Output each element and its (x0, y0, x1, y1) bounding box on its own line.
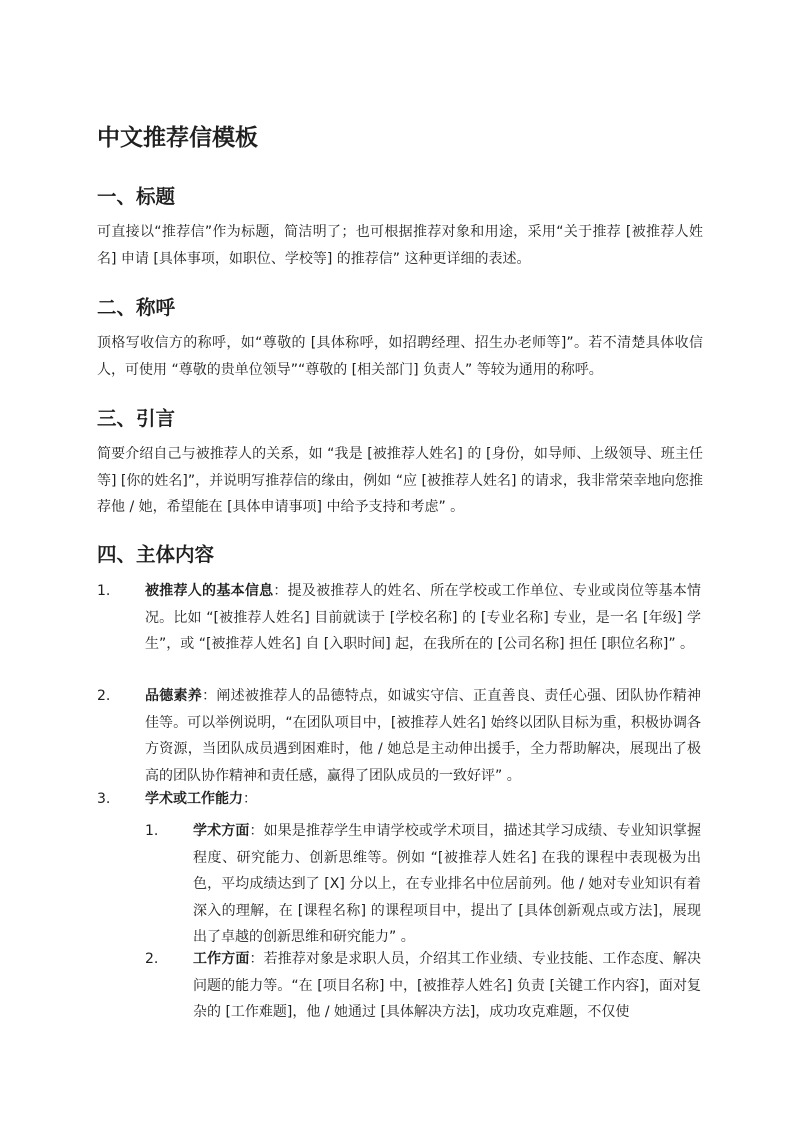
section-heading-title: 一、标题 (97, 185, 176, 208)
list-item-text: ：阐述被推荐人的品德特点，如诚实守信、正直善良、责任心强、团队协作精神佳等。可以举例说明，“在团队项目中，[被推荐人姓名] 始终以团队目标为重，积极协调各方资源，当团队成员遇到困难时，他 / 她总是主动伸出援手，全力帮助解决，展现出了极高的团队协作精神和责任感，赢得了团队成员的一致好评” 。 (145, 688, 702, 784)
section-heading-introduction: 三、引言 (97, 407, 176, 430)
list-item-body (145, 786, 701, 813)
list-item-number: 2. (97, 688, 111, 704)
sub-list-item-term: 学术方面 (193, 823, 250, 839)
list-item-body (145, 578, 701, 658)
list-item-body (145, 683, 701, 789)
section-heading-salutation: 二、称呼 (97, 296, 176, 319)
list-item-term: 学术或工作能力 (145, 791, 243, 807)
list-item-text: ：提及被推荐人的姓名、所在学校或工作单位、专业或岗位等基本情况。比如 “[被推荐人姓名] 目前就读于 [学校名称] 的 [专业名称] 专业，是一名 [年级] 学生”，或 “[被推荐人姓名] 自 [入职时间] 起，在我所在的 [公司名称] 担任 [职位名称]” 。 (145, 583, 702, 652)
sub-list-item-number: 2. (145, 951, 159, 967)
sub-list-item-text: ：若推荐对象是求职人员，介绍其工作业绩、专业技能、工作态度、解决问题的能力等。“在 [项目名称] 中，[被推荐人姓名] 负责 [关键工作内容]，面对复杂的 [工作难题]，他 / 她通过 [具体解决方法]，成功攻克难题，不仅使 (193, 951, 702, 1020)
section-paragraph-salutation: 顶格写收信方的称呼，如“尊敬的 [具体称呼，如招聘经理、招生办老师等]”。若不清楚具体收信人，可使用 “尊敬的贵单位领导”“尊敬的 [相关部门] 负责人” 等较为通用的称呼。 (97, 335, 703, 378)
sub-list-item-term: 工作方面 (193, 951, 250, 967)
list-item-text: ： (243, 791, 257, 807)
list-item-term: 被推荐人的基本信息 (145, 583, 274, 599)
list-item-term: 品德素养 (145, 688, 203, 704)
section-paragraph-introduction: 简要介绍自己与被推荐人的关系，如 “我是 [被推荐人姓名] 的 [身份，如导师、上级领导、班主任等] [你的姓名]”，并说明写推荐信的缘由，例如 “应 [被推荐人姓名] 的请求，我非常荣幸地向您推荐他 / 她，希望能在 [具体申请事项] 中给予支持和考虑” 。 (97, 446, 703, 515)
sub-list-item-body (193, 946, 701, 1026)
page-title: 中文推荐信模板 (97, 125, 258, 151)
section-paragraph-title: 可直接以“推荐信”作为标题，简洁明了；也可根据推荐对象和用途，采用“关于推荐 [被推荐人姓名] 申请 [具体事项，如职位、学校等] 的推荐信” 这种更详细的表述。 (97, 224, 703, 267)
sub-list-item-text: ：如果是推荐学生申请学校或学术项目，描述其学习成绩、专业知识掌握程度、研究能力、创新思维等。例如 “[被推荐人姓名] 在我的课程中表现极为出色，平均成绩达到了 [X] 分以上，在专业排名中位居前列。他 / 她对专业知识有着深入的理解，在 [课程名称] 的课程项目中，提出了 [具体创新观点或方法]，展现出了卓越的创新思维和研究能力” 。 (193, 823, 702, 945)
sub-list-item-number: 1. (145, 823, 159, 839)
section-heading-main-body: 四、主体内容 (97, 543, 215, 566)
sub-list-item-body (193, 818, 701, 951)
list-item-number: 1. (97, 583, 111, 599)
list-item-number: 3. (97, 791, 111, 807)
